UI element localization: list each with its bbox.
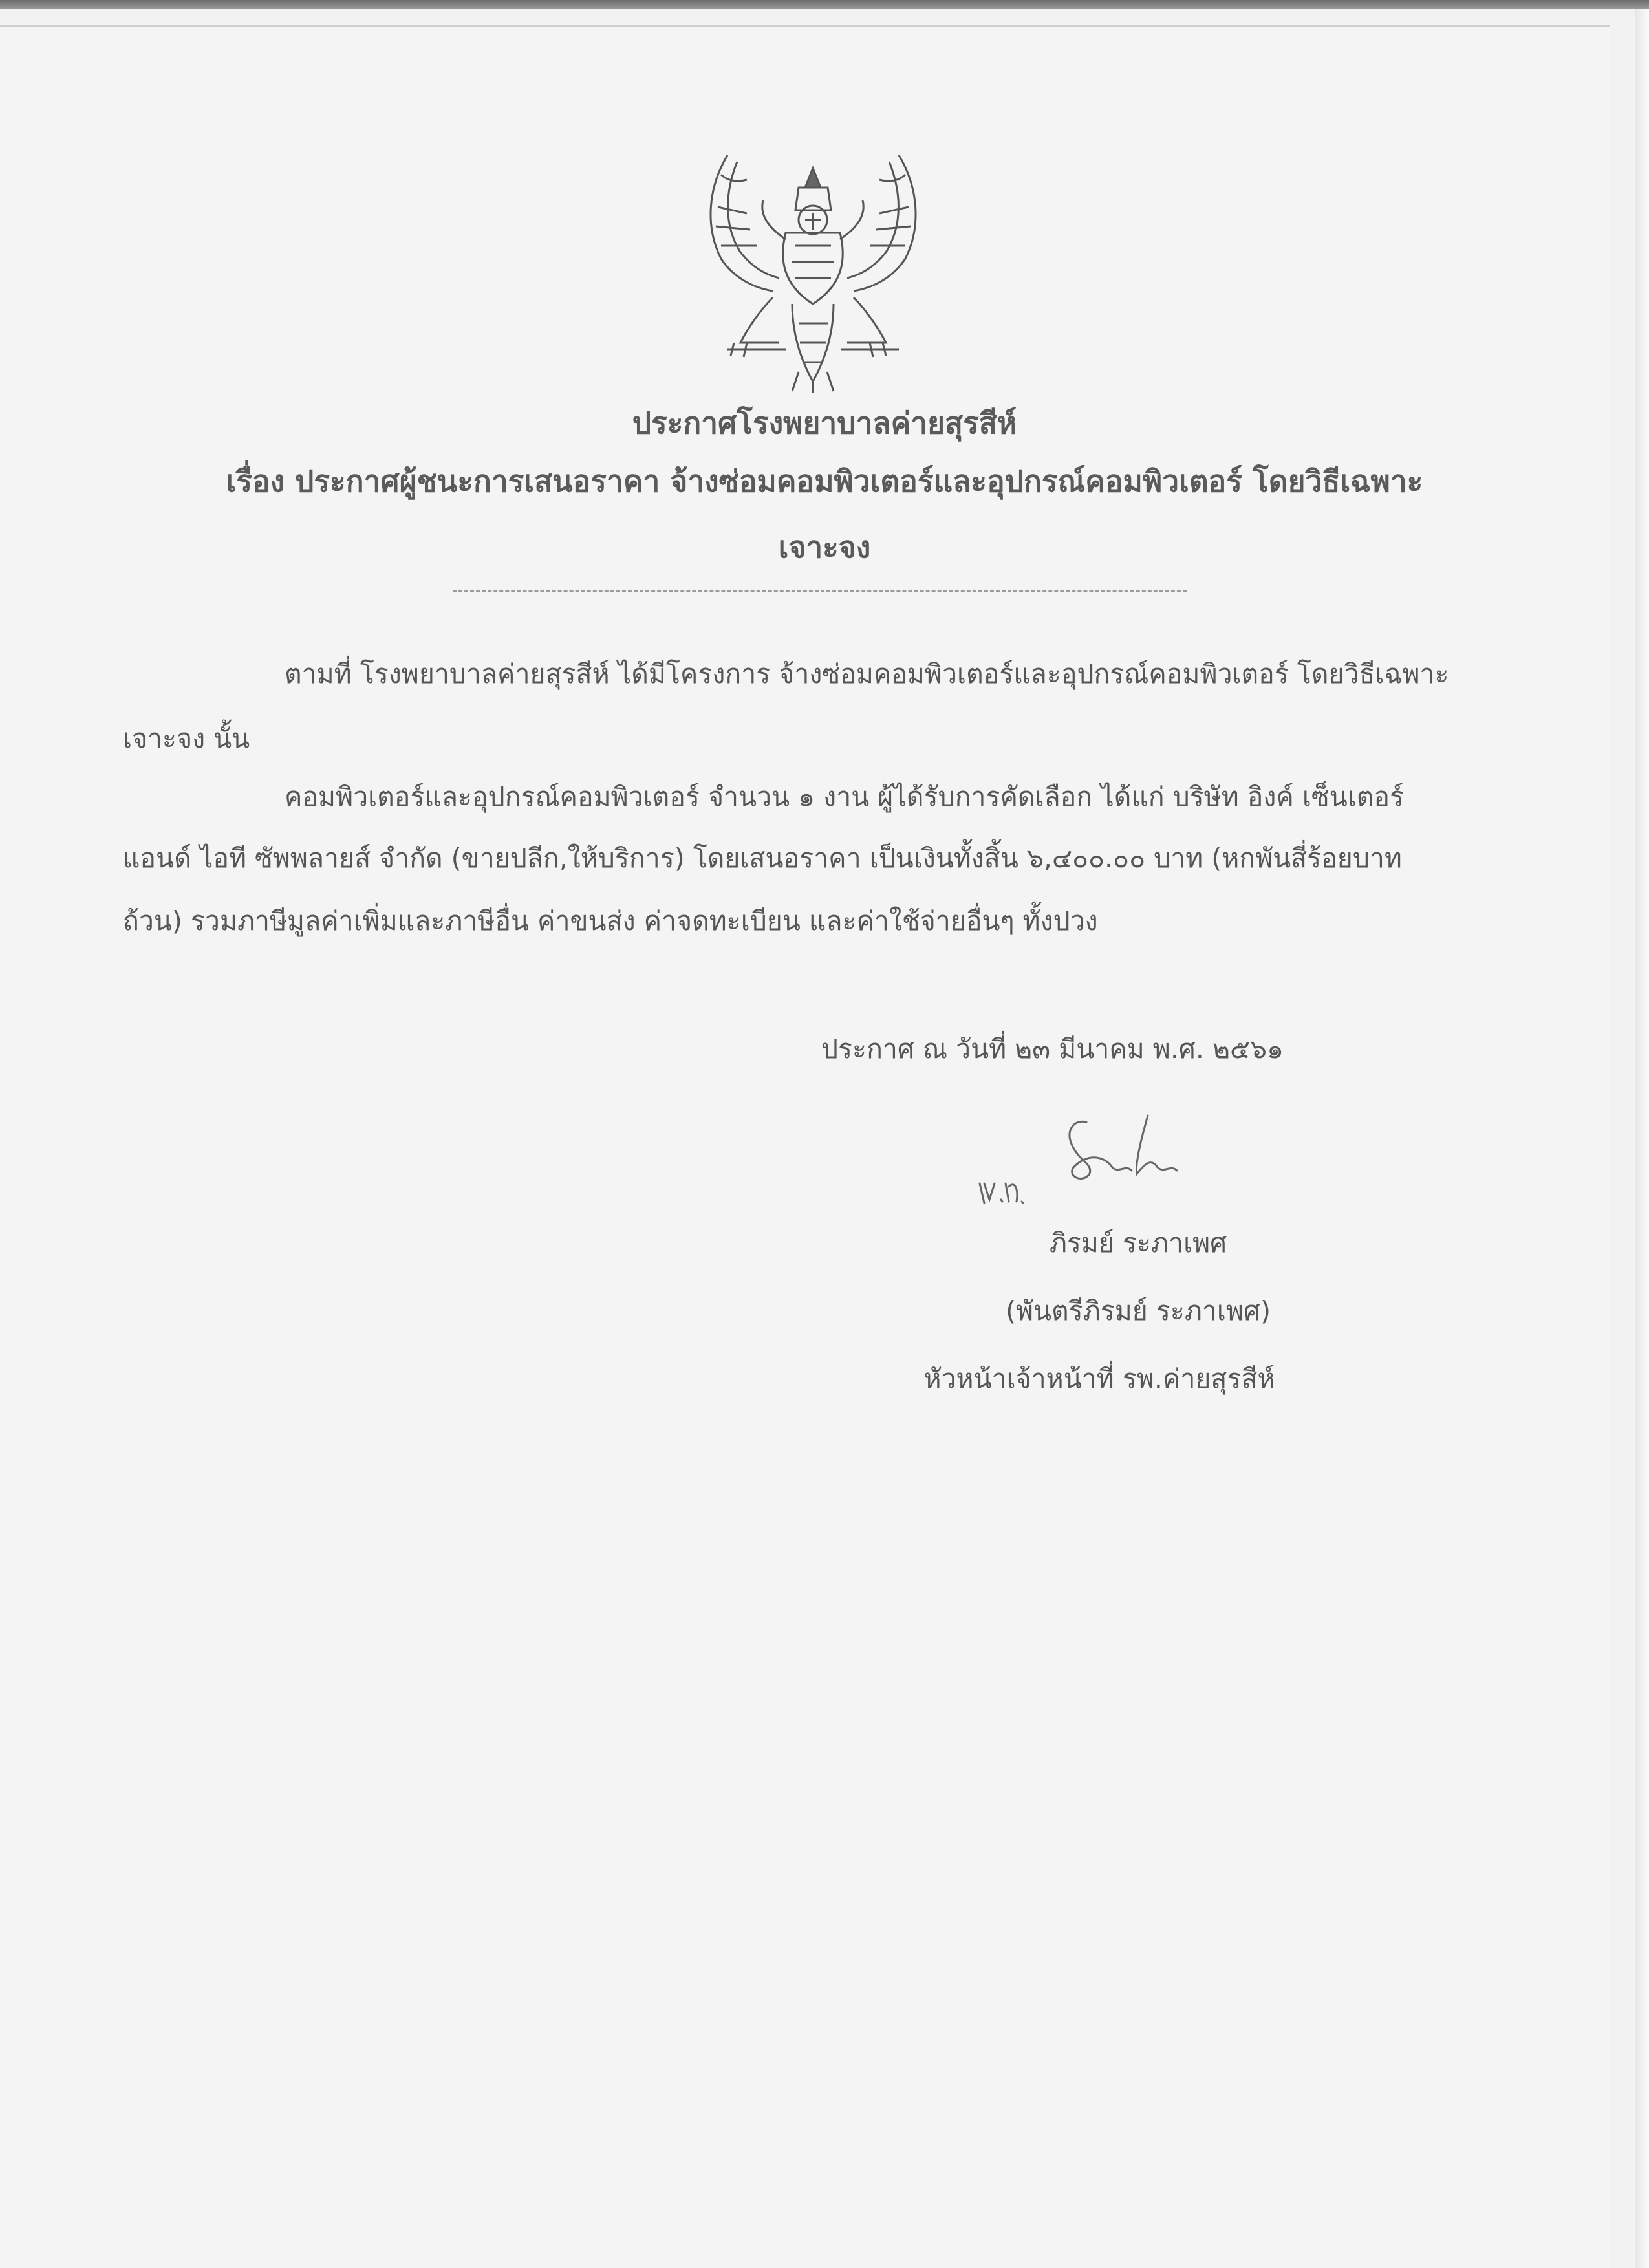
dashed-divider <box>453 590 1187 592</box>
body-line-3: คอมพิวเตอร์และอุปกรณ์คอมพิวเตอร์ จำนวน ๑ งาน ผู้ได้รับการคัดเลือก ได้แก่ บริษัท อิงค์ เซ็นเตอร์ <box>285 781 1405 812</box>
body-line-2: เจาะจง นั้น <box>123 723 250 754</box>
handwritten-signature <box>976 1112 1248 1209</box>
signatory-name: ภิรมย์ ระภาเพศ <box>1049 1227 1227 1258</box>
body-line-1: ตามที่ โรงพยาบาลค่ายสุรสีห์ ได้มีโครงการ จ้างซ่อมคอมพิวเตอร์และอุปกรณ์คอมพิวเตอร์ โดยวิธีเฉพาะ <box>285 658 1449 689</box>
scan-edge-line <box>0 25 1610 27</box>
body-line-5: ถ้วน) รวมภาษีมูลค่าเพิ่มและภาษีอื่น ค่าขนส่ง ค่าจดทะเบียน และค่าใช้จ่ายอื่นๆ ทั้งปวง <box>123 905 1098 936</box>
announcement-title: ประกาศโรงพยาบาลค่ายสุรสีห์ <box>632 405 1017 440</box>
announcement-subject-line-2: เจาะจง <box>778 530 871 565</box>
announcement-date: ประกาศ ณ วันที่ ๒๓ มีนาคม พ.ศ. ๒๕๖๑ <box>821 1033 1284 1064</box>
signatory-full-name: (พันตรีภิรมย์ ระภาเพศ) <box>1006 1295 1271 1326</box>
scan-edge-right <box>1635 9 1649 2268</box>
announcement-subject-line-1: เรื่อง ประกาศผู้ชนะการเสนอราคา จ้างซ่อมคอมพิวเตอร์และอุปกรณ์คอมพิวเตอร์ โดยวิธีเฉพาะ <box>226 464 1423 499</box>
scan-edge-top <box>0 0 1649 9</box>
signatory-position: หัวหน้าเจ้าหน้าที่ รพ.ค่ายสุรสีห์ <box>923 1363 1275 1394</box>
garuda-emblem-icon <box>702 149 925 394</box>
body-line-4: แอนด์ ไอที ซัพพลายส์ จำกัด (ขายปลีก,ให้บริการ) โดยเสนอราคา เป็นเงินทั้งสิ้น ๖,๔๐๐.๐๐ บาท (หกพันสี่ร้อยบาท <box>123 843 1402 874</box>
